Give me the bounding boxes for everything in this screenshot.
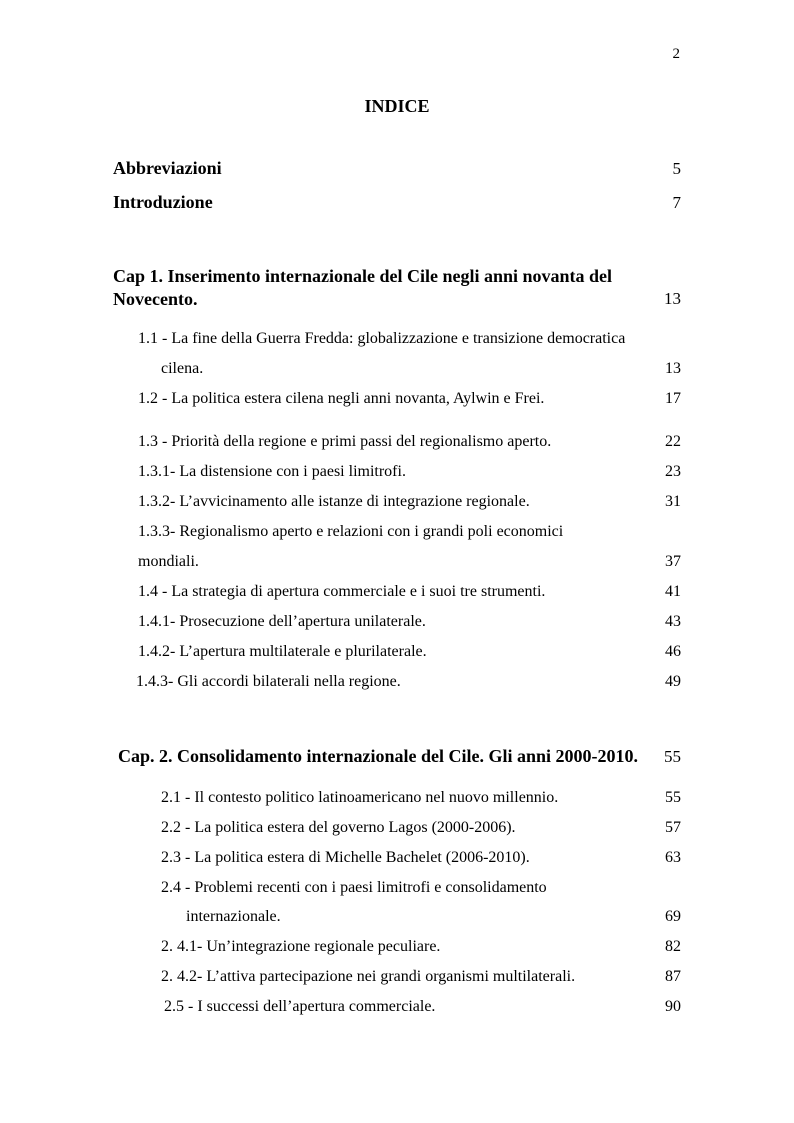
page-number: 2 [672, 46, 680, 62]
toc-page-1-4-1: 43 [665, 613, 681, 630]
chapter-1-page: 13 [664, 289, 681, 308]
toc-item-2-4[interactable]: 2.4 - Problemi recenti con i paesi limitrofi e consolidamento [161, 879, 547, 896]
toc-page-1-4-3: 49 [665, 673, 681, 690]
toc-page-1-2: 17 [665, 390, 681, 407]
chapter-1-title-line1[interactable]: Cap 1. Inserimento internazionale del Cile negli anni novanta del [113, 266, 613, 286]
toc-page-2-4-2: 87 [665, 968, 681, 985]
toc-item-1-4-3[interactable]: 1.4.3- Gli accordi bilaterali nella regione. [136, 673, 401, 690]
toc-item-1-1-cont[interactable]: cilena. [161, 360, 204, 377]
toc-page-1-3: 22 [665, 433, 681, 450]
toc-page-2-2: 57 [665, 819, 681, 836]
toc-item-1-2[interactable]: 1.2 - La politica estera cilena negli anni novanta, Aylwin e Frei. [138, 390, 545, 407]
toc-entry-introduzione[interactable]: Introduzione [113, 192, 213, 212]
toc-item-2-1[interactable]: 2.1 - Il contesto politico latinoamericano nel nuovo millennio. [161, 789, 559, 806]
page-title: INDICE [364, 96, 430, 116]
toc-item-1-1[interactable]: 1.1 - La fine della Guerra Fredda: globalizzazione e transizione democratica [138, 330, 626, 347]
chapter-1-title-line2[interactable]: Novecento. [113, 289, 198, 309]
toc-page-1-3-2: 31 [665, 493, 681, 510]
toc-page-1-3-3: 37 [665, 553, 681, 570]
toc-page-1-4: 41 [665, 583, 681, 600]
toc-page-2-3: 63 [665, 849, 681, 866]
toc-item-2-4-cont[interactable]: internazionale. [186, 908, 281, 925]
toc-item-1-4-1[interactable]: 1.4.1- Prosecuzione dell’apertura unilaterale. [138, 613, 426, 630]
toc-item-2-4-1[interactable]: 2. 4.1- Un’integrazione regionale peculiare. [161, 938, 441, 955]
toc-item-2-4-2[interactable]: 2. 4.2- L’attiva partecipazione nei grandi organismi multilaterali. [161, 968, 576, 985]
chapter-2-page: 55 [664, 747, 681, 766]
toc-item-1-4-2[interactable]: 1.4.2- L’apertura multilaterale e plurilaterale. [138, 643, 427, 660]
toc-item-2-3[interactable]: 2.3 - La politica estera di Michelle Bachelet (2006-2010). [161, 849, 530, 866]
toc-page-2-1: 55 [665, 789, 681, 806]
toc-item-1-4[interactable]: 1.4 - La strategia di apertura commerciale e i suoi tre strumenti. [138, 583, 546, 600]
toc-page-1-4-2: 46 [665, 643, 681, 660]
toc-page-2-4-1: 82 [665, 938, 681, 955]
toc-item-2-5[interactable]: 2.5 - I successi dell’apertura commerciale. [164, 998, 436, 1015]
toc-item-2-2[interactable]: 2.2 - La politica estera del governo Lagos (2000-2006). [161, 819, 516, 836]
toc-page-1-1: 13 [665, 360, 681, 377]
toc-item-1-3-3[interactable]: 1.3.3- Regionalismo aperto e relazioni con i grandi poli economici [138, 523, 564, 540]
toc-page-2-5: 90 [665, 998, 681, 1015]
toc-page-2-4: 69 [665, 908, 681, 925]
toc-item-1-3[interactable]: 1.3 - Priorità della regione e primi passi del regionalismo aperto. [138, 433, 552, 450]
toc-page-introduzione: 7 [672, 193, 681, 212]
toc-page-1-3-1: 23 [665, 463, 681, 480]
toc-item-1-3-1[interactable]: 1.3.1- La distensione con i paesi limitrofi. [138, 463, 406, 480]
toc-item-1-3-3-cont[interactable]: mondiali. [138, 553, 199, 570]
toc-page-abbreviazioni: 5 [672, 159, 681, 178]
toc-entry-abbreviazioni[interactable]: Abbreviazioni [113, 158, 222, 178]
chapter-2-title[interactable]: Cap. 2. Consolidamento internazionale del Cile. Gli anni 2000-2010. [118, 746, 639, 766]
toc-item-1-3-2[interactable]: 1.3.2- L’avvicinamento alle istanze di integrazione regionale. [138, 493, 530, 510]
